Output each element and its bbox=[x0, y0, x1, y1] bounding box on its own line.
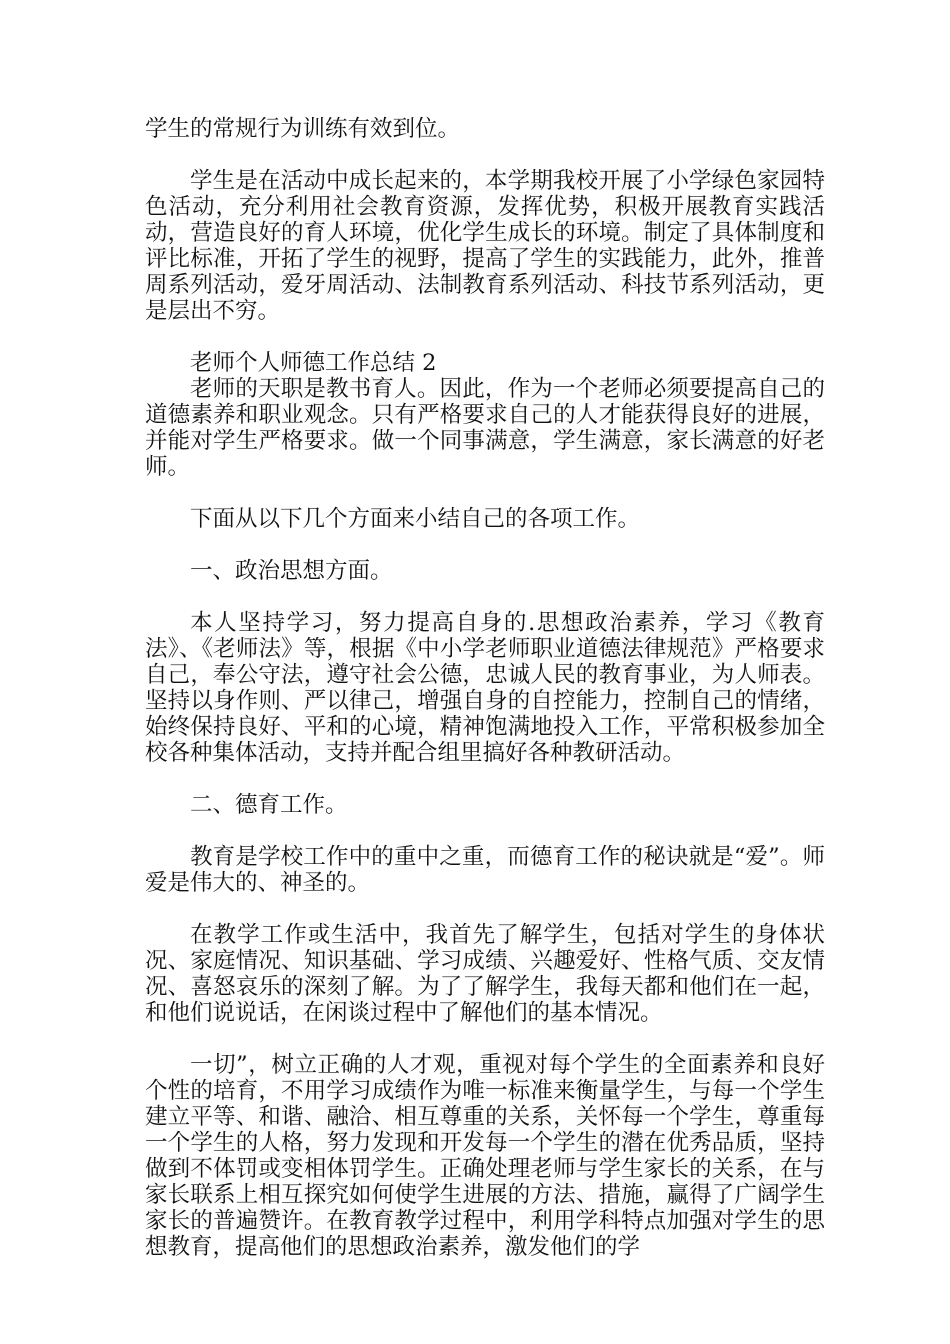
paragraph-5: 本人坚持学习，努力提高自身的.思想政治素养，学习《教育法》、《老师法》等，根据《中小学老师职业道德法律规范》严格要求自己，奉公守法，遵守社会公德，忠诚人民的教育事业，为人师表。坚持以身作则、严以律己，增强自身的自控能力，控制自己的情绪，始终保持良好、平和的心境，精神饱满地投入工作，平常积极参加全校各种集体活动，支持并配合组里搞好各种教研活动。 bbox=[145, 610, 825, 766]
heading-politics: 一、政治思想方面。 bbox=[190, 558, 393, 584]
paragraph-3: 老师的天职是教书育人。因此，作为一个老师必须要提高自己的道德素养和职业观念。只有严格要求自己的人才能获得良好的进展，并能对学生严格要求。做一个同事满意，学生满意，家长满意的好老师。 bbox=[145, 376, 825, 480]
section-title: 老师个人师德工作总结 2 bbox=[190, 350, 437, 376]
paragraph-7: 在教学工作或生活中，我首先了解学生，包括对学生的身体状况、家庭情况、知识基础、学习成绩、兴趣爱好、性格气质、交友情况、喜怒哀乐的深刻了解。为了了解学生，我每天都和他们在一起，和他们说说话，在闲谈过程中了解他们的基本情况。 bbox=[145, 922, 825, 1026]
heading-moral-education: 二、德育工作。 bbox=[190, 792, 348, 818]
paragraph-6: 教育是学校工作中的重中之重，而德育工作的秘诀就是“爱”。师爱是伟大的、神圣的。 bbox=[145, 844, 825, 896]
paragraph-4: 下面从以下几个方面来小结自己的各项工作。 bbox=[190, 506, 641, 532]
paragraph-8: 一切”，树立正确的人才观，重视对每个学生的全面素养和良好个性的培育，不用学习成绩作为唯一标准来衡量学生，与每一个学生建立平等、和谐、融洽、相互尊重的关系，关怀每一个学生，尊重每一个学生的人格，努力发现和开发每一个学生的潜在优秀品质，坚持做到不体罚或变相体罚学生。正确处理老师与学生家长的关系，在与家长联系上相互探究如何使学生进展的方法、措施，赢得了广阔学生家长的普遍赞许。在教育教学过程中，利用学科特点加强对学生的思想教育，提高他们的思想政治素养，激发他们的学 bbox=[145, 1052, 825, 1260]
paragraph-2: 学生是在活动中成长起来的，本学期我校开展了小学绿色家园特色活动，充分利用社会教育资源，发挥优势，积极开展教育实践活动，营造良好的育人环境，优化学生成长的环境。制定了具体制度和评比标准，开拓了学生的视野，提高了学生的实践能力，此外，推普周系列活动，爱牙周活动、法制教育系列活动、科技节系列活动，更是层出不穷。 bbox=[145, 168, 825, 324]
document-body bbox=[145, 116, 825, 1260]
paragraph-1: 学生的常规行为训练有效到位。 bbox=[145, 116, 461, 142]
